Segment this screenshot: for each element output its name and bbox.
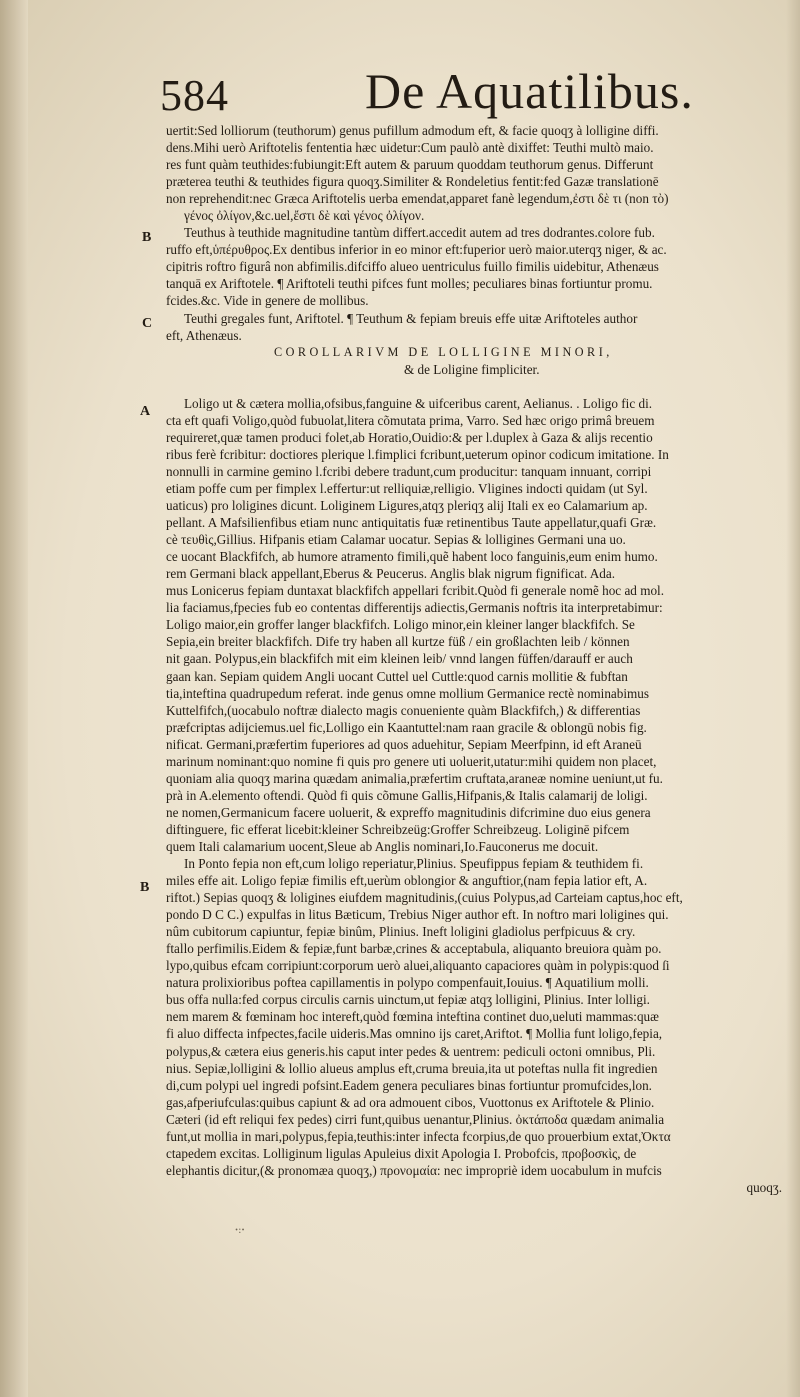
text-line: Cæteri (id eft reliqui fex pedes) cirri funt,quibus uenantur,Plinius. ὀκτάποδα quædam animalia	[166, 1111, 665, 1127]
text-line: fcides.&c. Vide in genere de mollibus.	[166, 293, 369, 309]
text-line: cta eft quafi Voligo,quòd fubuolat,litera cõmutata prima, Varro. Sed hæc origo primâ breuem	[166, 412, 655, 428]
text-line: ctapedem excitas. Lolliginum ligulas Apuleius dixit Apologia I. Probofcis, προβοσκὶς, de	[166, 1145, 637, 1161]
text-line: elephantis dicitur,(& pronomæa quoqʒ,) προνομαία: nec impropriè idem uocabulum in mufcis	[166, 1162, 662, 1178]
text-line: Loligo maior,ein groffer langer blackfifch. Loligo minor,ein kleiner langer blackfifch. Se	[166, 617, 635, 633]
text-line: funt,ut mollia in mari,polypus,fepia,teuthis:inter infecta fcorpius,de quo prouerbium extat,Ὀκτα	[166, 1128, 671, 1144]
section-subheading: & de Loligine fimpliciter.	[404, 361, 540, 377]
text-line: Sepia,ein breiter blackfifch. Dife try haben all kurtze füß / ein großlachten leib / können	[166, 634, 630, 650]
text-line: miles effe ait. Loligo fepiæ fimilis eft,uerùm oblongior & anguftior,(nam fepia latior eft, A.	[166, 873, 648, 889]
text-line: præfcriptas adijciemus.uel fic,Lolligo ein Kaantuttel:nam raan gracile & oblongū nobis fig.	[166, 719, 647, 735]
text-line: mus Lonicerus fepiam duntaxat blackfifch appellari fcribit.Quòd fi generale nomẽ hoc ad mol.	[166, 583, 665, 599]
text-line: Kuttelfifch,(uocabulo noftræ dialecto magis conueniente quàm Blackfifch,) & differentias	[166, 702, 641, 718]
text-line: In Ponto fepia non eft,cum loligo reperiatur,Plinius. Speufippus fepiam & teuthidem fi.	[184, 856, 644, 872]
text-line: lypo,quibus efcam corripiunt:corporum uerò aluei,aliquanto capaciores quàm in polypis:quod ſi	[166, 958, 670, 974]
text-line: nificat. Germani,præfertim fuperiores ad quos aduehitur, Sepiam Meerfpinn, id eft Araneū	[166, 736, 642, 752]
page-number: 584	[160, 71, 229, 120]
running-title: De Aquatilibus.	[365, 63, 694, 119]
text-line: γένος ὀλίγον,&c.uel,ἔστι δὲ καὶ γένος ὀλίγον.	[184, 208, 425, 224]
text-line: ruffo eft,ὑπέρυθρος.Ex dentibus inferior in eo minor eft:fuperior uerò maior.uterqʒ niger, & ac.	[166, 242, 667, 258]
text-line: pellant. A Mafsilienfibus etiam nunc antiquitatis fuæ retinentibus Taute appellatur,quafi Græ.	[166, 515, 657, 531]
text-line: cipitris roftro figurâ non abfimilis.difciffo alueo uentriculus fuillo fimilis uidebitur, Athenæus	[166, 259, 659, 275]
margin-letter-c: C	[142, 316, 153, 331]
text-line: uaticus) pro loligines dicunt. Loliginem Ligures,atqʒ pleriqʒ alij Itali ex eo Calamarium ap.	[166, 498, 648, 514]
margin-letter-b-second: B	[140, 880, 150, 895]
text-line: nûm cubitorum capiuntur, fepiæ binûm, Plinius. Ineft loligini gladiolus perfpicuus & cry.	[166, 924, 636, 940]
text-line: marinum nominant:quo nomine fi quis pro genere uti uoluerit,utatur:mihi quidem non placet,	[166, 753, 657, 769]
text-line: nit gaan. Polypus,ein blackfifch mit eim kleinen leib/ vnnd langen füffen/darauff er auch	[166, 651, 633, 667]
text-line: gas,afperiufculas:quibus capiunt & ad ora admouent cibos, Vuottonus ex Ariftotele & Plinio.	[166, 1094, 655, 1110]
text-line: polypus,& cætera eius generis.his caput inter pedes & uentrem: pediculi octoni omnibus, Pli.	[166, 1043, 656, 1059]
text-line: Loligo ut & cætera mollia,ofsibus,fanguine & uifceribus carent, Aelianus. . Loligo fic di.	[184, 395, 653, 411]
text-line: fi aluo diffecta infpectes,facile uideris.Mas omnino ijs caret,Ariftot. ¶ Mollia funt loligo,fepia,	[166, 1026, 663, 1042]
text-line: lia faciamus,fpecies fub eo contentas differentijs adiectis,Germanis noftris ita interpretabimur:	[166, 600, 663, 616]
text-line: ne nomen,Germanicum facere uoluerit, & expreffo magnitudinis difcrimine duo eius genera	[166, 804, 651, 820]
text-line: res funt quàm teuthides:fubiungit:Eft autem & paruum quoddam teuthorum genus. Differunt	[166, 157, 654, 173]
text-line: uertit:Sed lolliorum (teuthorum) genus pufillum admodum eft, & facie quoqʒ à lolligine diffi.	[166, 123, 659, 138]
page-gutter-shadow	[0, 0, 28, 1397]
text-line: tia,inteftina quadrupedum referat. inde genus omne mollium Germanice rectè nominabimus	[166, 685, 650, 701]
text-line: diftinguere, fic efferat licebit:kleiner Schreibzeüg:Groffer Schreibzeug. Loliginē pifcem	[166, 821, 630, 837]
text-line: riftot.) Sepias quoqʒ & loligines eiufdem magnitudinis,(cuius Polypus,ad Carteiam captus,hoc eft,	[166, 890, 683, 906]
text-line: Teuthus à teuthide magnitudine tantùm differt.accedit autem ad tres dodrantes.colore fub.	[184, 225, 655, 241]
text-line: ftallo perfimilis.Eidem & fepiæ,funt barbæ,crines & acceptabula, aliquanto breuiora quàm po.	[166, 941, 662, 957]
text-line: quoqʒ.	[746, 1179, 782, 1195]
text-line: tanquā ex Ariftotele. ¶ Ariftoteli teuthi pifces funt molles; peculiares binas fortiuntur promu.	[166, 276, 653, 292]
text-line: dens.Mihi uerò Ariftotelis fententia hæc uidetur:Cum paulò antè dixiffet: Teuthi multò maio.	[166, 140, 654, 156]
text-line: pondo D C C.) expulfas in litus Bæticum, Trebius Niger author eft. In noftro mari loligines qui.	[166, 907, 669, 923]
stray-marks: ꞏ:ꞏ	[235, 1225, 245, 1236]
text-line	[166, 378, 800, 395]
text-line: eft, Athenæus.	[166, 327, 242, 343]
section-heading: COROLLARIVM DE LOLLIGINE MINORI,	[274, 344, 613, 359]
text-line: nius. Sepiæ,lolligini & lollio alueus amplus eft,cruma breuia,ita ut poteftas nulla fit ingredien	[166, 1060, 658, 1076]
text-line: di,cum polypi uel ingredi pofsint.Eadem genera peculiares binas fortiuntur promufcides,lon.	[166, 1077, 652, 1093]
text-line: requireret,quæ tamen produci folet,ab Horatio,Ouidio:& per l.duplex à Gaza & alijs recentio	[166, 429, 653, 445]
text-line: non reprehendit:nec Græca Ariftotelis uerba emendat,apparet fanè legendum,ἐστι δὲ τι (non τὸ)	[166, 191, 669, 207]
margin-letter-a: A	[140, 404, 151, 419]
text-line: prà in A.elemento oftendi. Quòd fi quis cõmune Gallis,Hifpanis,& Italis calamarij de loligi.	[166, 787, 648, 803]
text-line: nonnulli in carmine gemino l.fcribi debere tradunt,cum producitur: tanquam innuant, corripi	[166, 463, 652, 479]
text-line: Teuthi gregales funt, Ariftotel. ¶ Teuthum & fepiam breuis effe uitæ Ariftoteles author	[184, 310, 638, 326]
text-line: natura prolixioribus poftea capillamentis in polypo compenfauit,Iouius. ¶ Aquatilium molli.	[166, 975, 649, 991]
text-line: ce uocant Blackfifch, ab humore atramento fimili,quẽ habent loco fanguinis,eum enim humo.	[166, 549, 658, 565]
page-header	[160, 62, 800, 122]
text-line: etiam poffe cum per fimplex l.effertur:ut relliquiæ,relligio. Vligines indocti quidam (ut Syl.	[166, 480, 648, 496]
text-line: quem Itali calamarium uocent,Sleue ab Anglis nominari,Io.Fauconerus me docuit.	[166, 838, 599, 854]
text-line: cè τευθὶς,Gillius. Hifpanis etiam Calamar uocatur. Sepias & lolligines Germani una uo.	[166, 532, 626, 548]
text-line: gaan kan. Sepiam quidem Angli uocant Cuttel uel Cuttle:quod carnis mollitie & fubftan	[166, 668, 628, 684]
body-text	[166, 122, 800, 1196]
margin-letter-b: B	[142, 230, 152, 245]
text-line: nem marem & fœminam hoc intereft,quòd fœmina inteftina continet duo,ueluti mammas:quæ	[166, 1009, 659, 1025]
text-line: bus offa nulla:fed corpus circulis carnis uinctum,ut fepiæ atqʒ lolligini, Plinius. Inter lolligi.	[166, 992, 650, 1008]
text-line: rem Germani black appellant,Eberus & Peucerus. Anglis blak nigrum fignificat. Ada.	[166, 566, 615, 582]
text-line: præterea teuthi & teuthides figura quoqʒ.Similiter & Rondeletius fentit:fed Gazæ translationē	[166, 174, 659, 190]
text-line: ribus ferè fcribitur: doctiores plerique l.fimplici fcribunt,ueterum opinor codicum imitatione. In	[166, 446, 669, 462]
text-line: quoniam alia quoqʒ marina quædam animalia,præfertim cruftata,araneæ nomine ueniunt,ut fu.	[166, 770, 663, 786]
